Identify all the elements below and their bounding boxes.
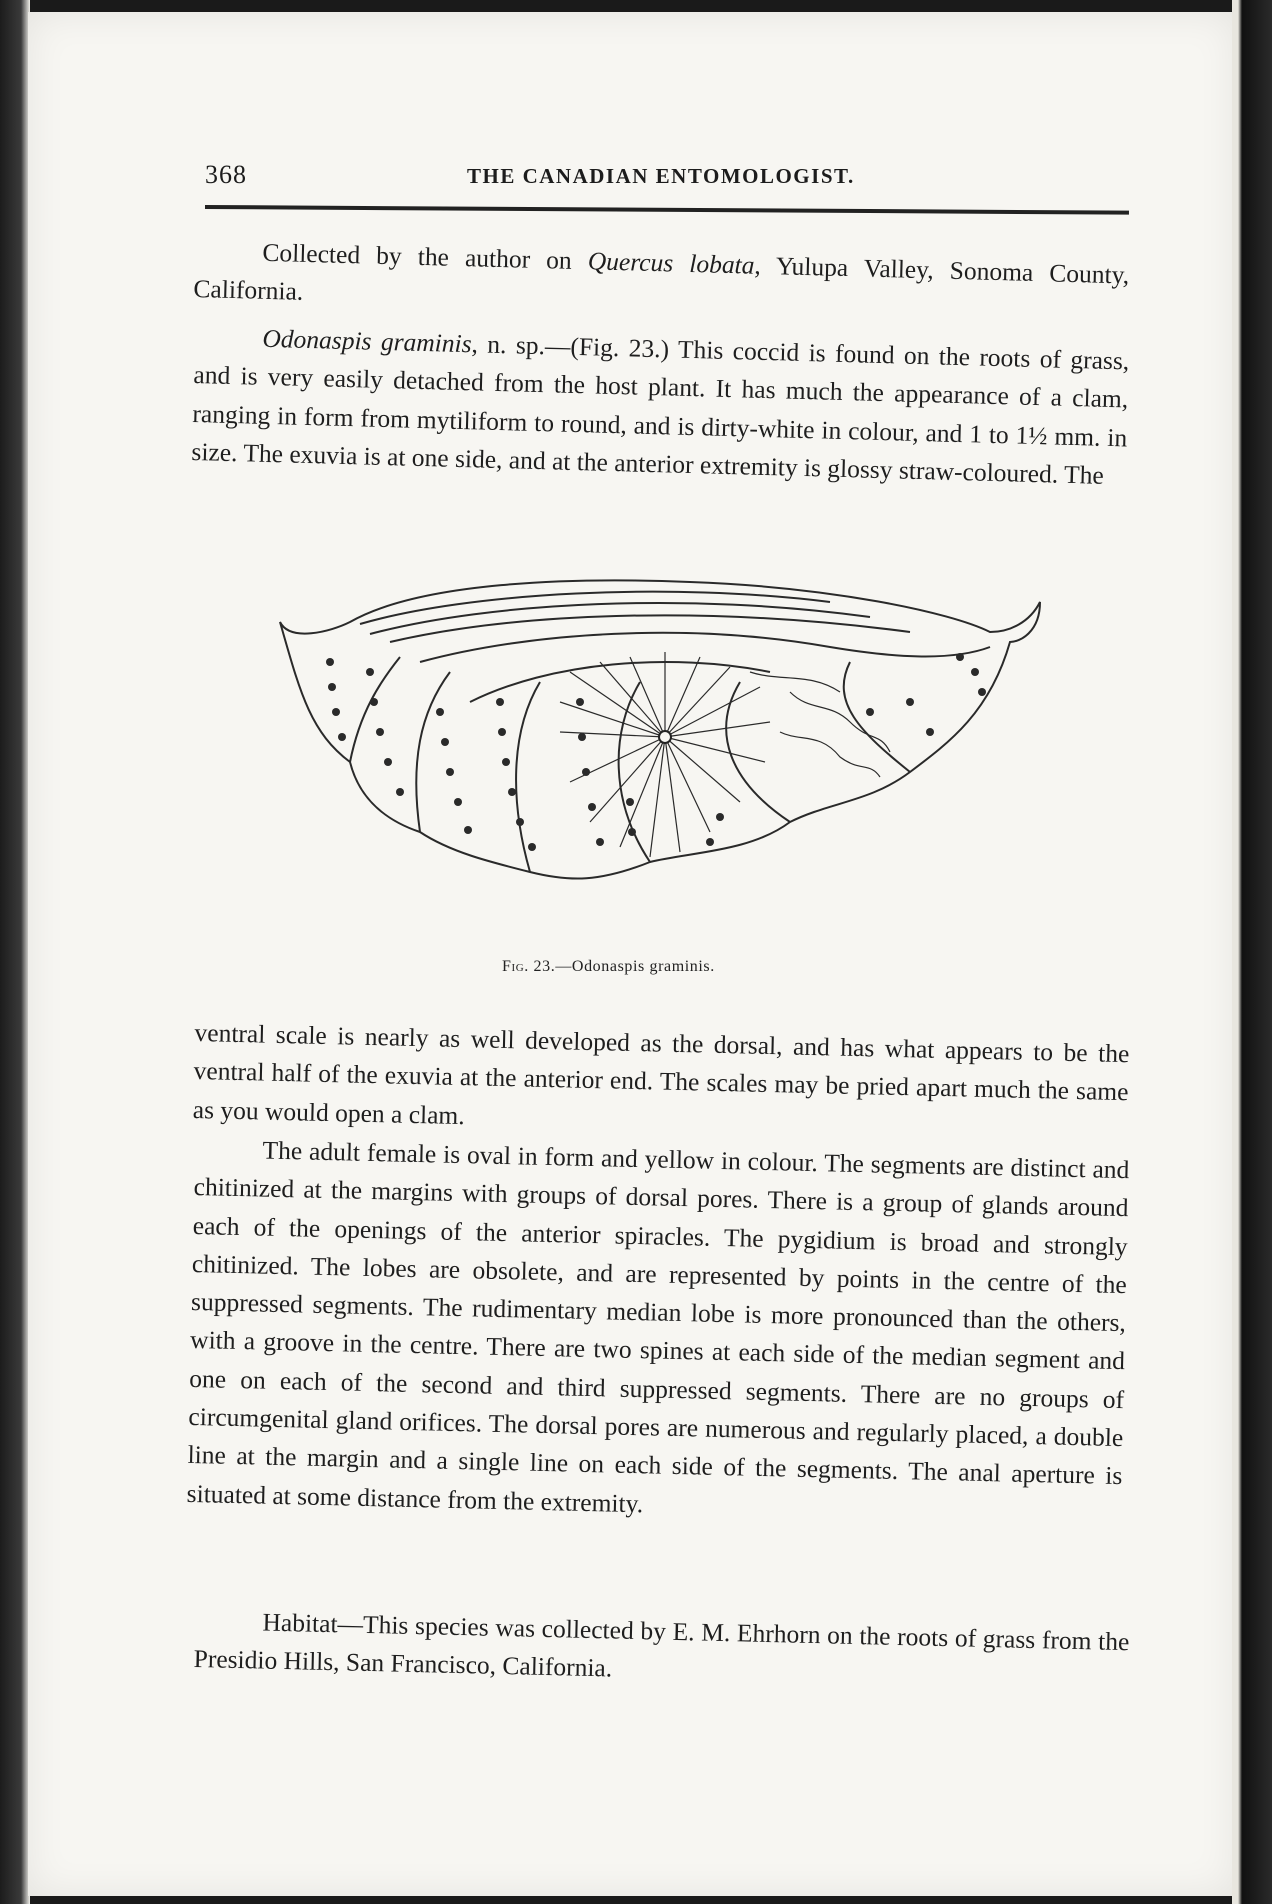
figure-odonaspis-illustration [270,562,1050,962]
para1-text-a: Collected by the author on [262,237,589,276]
running-head [205,160,1125,200]
page-edge-shadow [1232,0,1272,1904]
para4-text: The adult female is oval in form and yellow in colour. The segments are distinct and chitinized at the margins with groups of dorsal pores. There is a group of glands around each of the openings of the anterior spiracles. The pygidium is broad and strongly chitinized. The lobes are obsolete, and are represented by points in the centre of the suppressed segments. The rudimentary median lobe is more pronounced than the others, with a groove in the centre. There are two spines at each side of the median segment and one on each of the second and third suppressed segments. There are no groups of circumgenital gland orifices. The dorsal pores are numerous and regularly placed, a double line at the margin and a single line on each side of the segments. The anal aperture is situated at some distance from the extremity. [186,1135,1130,1518]
para1-species: Quercus lobata [587,246,755,280]
para2-species: Odonaspis graminis [262,323,473,359]
para2-text: , n. sp.—(Fig. 23.) This coccid is found on the roots of grass, and is very easily detached from the host plant. It has much the appearance of a clam, ranging in form from mytiliform to round, and is dirty-white in colour, and 1 to 1½ mm. in size. The exuvia is at one side, and at the anterior extremity is glossy straw-coloured. The [191,329,1130,490]
figure-caption [502,958,715,976]
para5-text: Habitat—This species was collected by E. M. Ehrhorn on the roots of grass from the Presidio Hills, San Francisco, California. [193,1607,1130,1683]
para1-text-b: , Yulupa Valley, Sonoma County, California. [193,250,1130,307]
caption-text: —Odonaspis graminis. [555,958,715,975]
para3-text: ventral scale is nearly as well developed as the dorsal, and has what appears to be the ventral half of the exuvia at the anterior end. The scales may be pried apart much the same as you would open a clam. [192,1017,1130,1130]
paragraph-ventral-scale [192,1014,1129,1150]
page-number: 368 [205,160,247,189]
journal-title: THE CANADIAN ENTOMOLOGIST. [467,164,855,188]
book-gutter [0,0,30,1904]
paragraph-adult-female [186,1130,1129,1534]
caption-label: Fig. 23. [502,958,556,975]
paragraph-species-description [191,318,1130,496]
